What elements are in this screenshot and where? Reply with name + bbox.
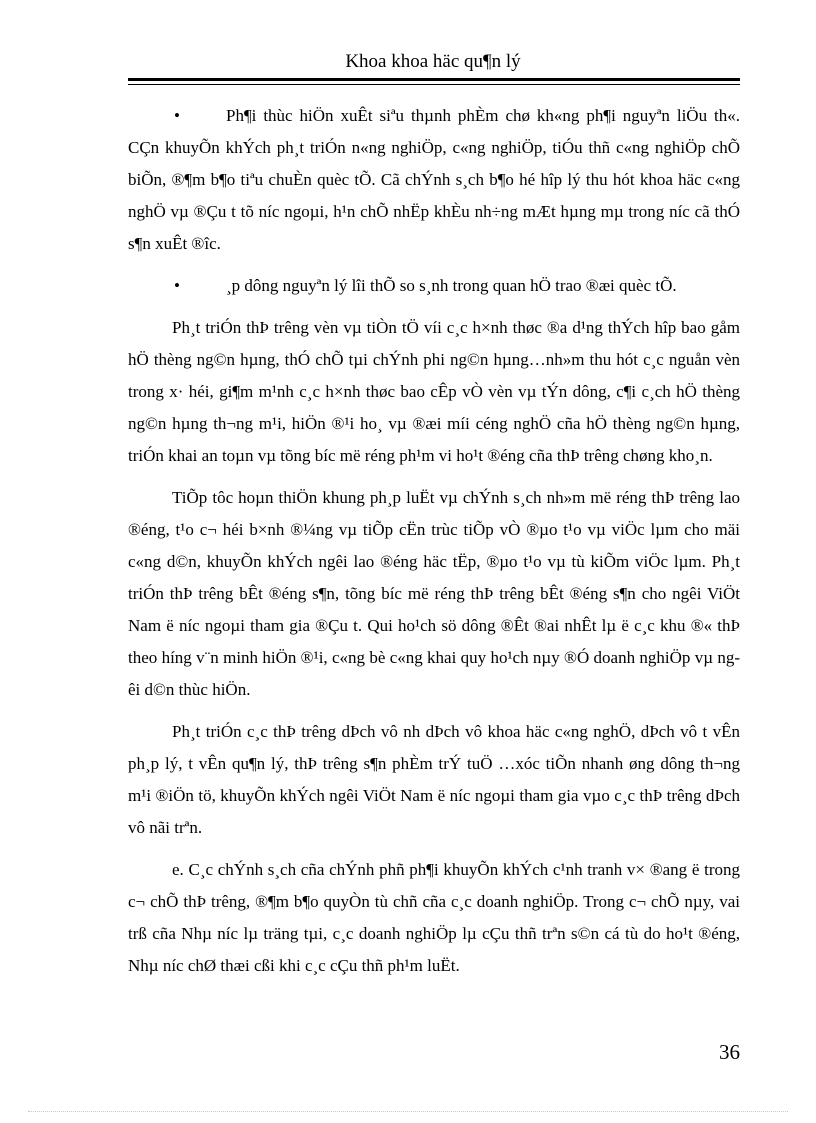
header-rule-thick <box>128 78 740 81</box>
page-number: 36 <box>719 1040 740 1064</box>
bullet-paragraph <box>128 100 740 260</box>
paragraph-text: Ph¶i thùc hiÖn xuÊt siªu thµnh phÈm chø kh«ng ph¶i nguyªn liÖu th«. CÇn khuyÕn khÝch ph¸t triÓn n«ng nghiÖp, c«ng nghiÖp, tiÓu thñ c«ng nghiÖp chÕ biÕn, ®¶m b¶o tiªu chuÈn quèc tÕ. Cã chÝnh s¸ch b¶o hé hîp lý thu hót khoa häc c«ng nghÖ vµ ®Çu t tõ níc ngoµi, h¹n chÕ nhËp khÈu nh÷ng mÆt hµng mµ trong níc cã thÓ s¶n xuÊt ®îc. <box>128 106 740 253</box>
running-header: Khoa khoa häc qu¶n lý <box>345 51 521 72</box>
bullet-paragraph <box>128 270 740 302</box>
paragraph: Ph¸t triÓn thÞ trêng vèn vµ tiÒn tÖ víi c¸c h×nh thøc ®a d¹ng thÝch hîp bao gåm hÖ thèng ng©n hµng, thÓ chÕ tµi chÝnh phi ng©n hµng…nh»m thu hót c¸c nguån vèn trong x· héi, gi¶m m¹nh c¸c h×nh thøc bao cÊp vÒ vèn vµ tÝn dông, c¶i c¸ch hÖ thèng ng©n hµng th¬ng m¹i, hiÖn ®¹i ho¸ vµ ®æi míi céng nghÖ cña hÖ thèng ng©n hµng, triÓn khai an toµn vµ tõng bíc më réng ph¹m vi ho¹t ®éng cña thÞ trêng chøng kho¸n. <box>128 318 740 465</box>
header-rule-thin <box>128 84 740 85</box>
paragraph: e. C¸c chÝnh s¸ch cña chÝnh phñ ph¶i khuyÕn khÝch c¹nh tranh v× ®ang ë trong c¬ chÕ thÞ trêng, ®¶m b¶o quyÒn tù chñ cña c¸c doanh nghiÖp. Trong c¬ chÕ nµy, vai trß cña Nhµ níc lµ träng tµi, c¸c doanh nghiÖp lµ cÇu thñ trªn s©n cá tù do ho¹t ®éng, Nhµ níc chØ thæi cßi khi c¸c cÇu thñ ph¹m luËt. <box>128 860 740 975</box>
bullet-icon: • <box>174 106 180 125</box>
page-bottom-border <box>28 1111 788 1112</box>
body-text <box>128 100 740 992</box>
paragraph: TiÕp tôc hoµn thiÖn khung ph¸p luËt vµ chÝnh s¸ch nh»m më réng thÞ trêng lao ®éng, t¹o c¬ héi b×nh ®¼ng vµ tiÕp cËn trùc tiÕp vÒ ®µo t¹o vµ viÖc lµm cho mäi c«ng d©n, khuyÕn khÝch ngêi lao ®éng häc tËp, ®µo t¹o vµ tù kiÕm viÖc lµm. Ph¸t triÓn thÞ trêng bÊt ®éng s¶n, tõng bíc më réng thÞ trêng bÊt ®éng s¶n cho ngêi ViÖt Nam ë níc ngoµi tham gia ®Çu t. Qui ho¹ch sö dông ®Êt ®ai nhÊt lµ ë c¸c khu ®« thÞ theo híng v¨n minh hiÖn ®¹i, c«ng bè c«ng khai quy ho¹ch nµy ®Ó doanh nghiÖp vµ ngêi d©n thùc hiÖn. <box>128 488 740 699</box>
paragraph: Ph¸t triÓn c¸c thÞ trêng dÞch vô nh dÞch vô khoa häc c«ng nghÖ, dÞch vô t vÊn ph¸p lý, t vÊn qu¶n lý, thÞ trêng s¶n phÈm trÝ tuÖ …xóc tiÕn nhanh øng dông th¬ng m¹i ®iÖn tö, khuyÕn khÝch ngêi ViÖt Nam ë níc ngoµi tham gia vµo c¸c thÞ trêng dÞch vô nãi trªn. <box>128 722 740 837</box>
bullet-icon: • <box>174 276 180 295</box>
paragraph-text: ¸p dông nguyªn lý lîi thÕ so s¸nh trong quan hÖ trao ®æi quèc tÕ. <box>226 276 677 295</box>
